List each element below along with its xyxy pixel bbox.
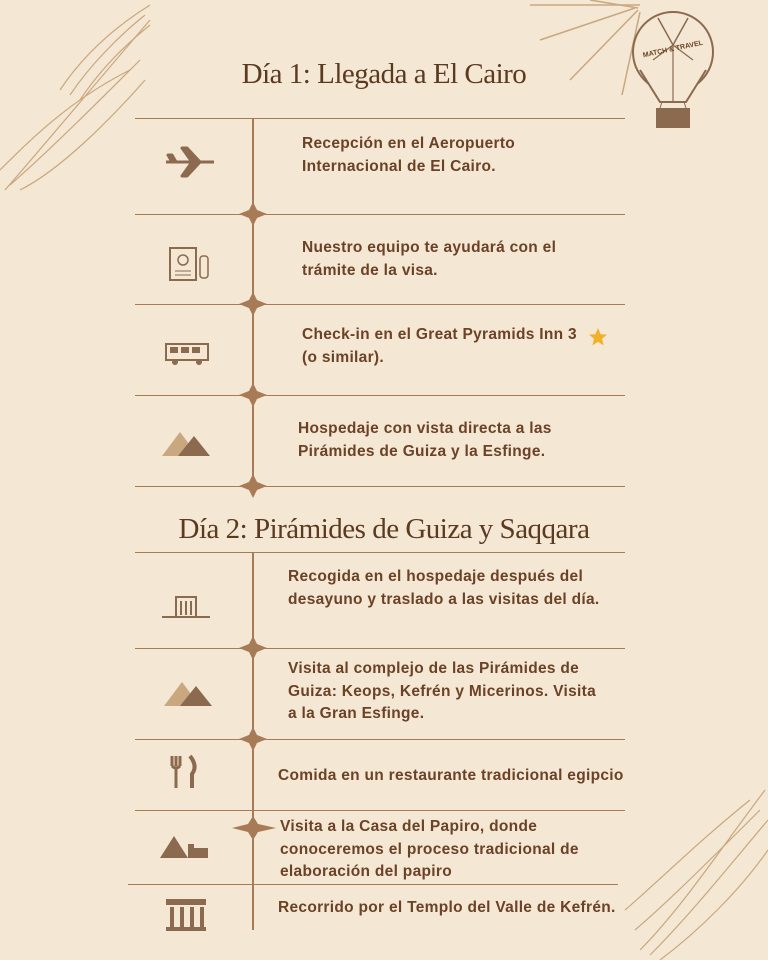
pyramids-icon xyxy=(158,422,214,462)
passport-visa-icon xyxy=(162,244,218,284)
divider xyxy=(135,486,625,487)
day2-title: Día 2: Pirámides de Guiza y Saqqara xyxy=(178,513,590,545)
divider xyxy=(135,552,625,553)
fork-knife-icon xyxy=(156,752,212,792)
divider xyxy=(135,810,625,811)
timeline-marker xyxy=(232,816,276,840)
building-icon xyxy=(158,585,214,625)
divider xyxy=(135,118,625,119)
divider xyxy=(135,648,625,649)
divider xyxy=(135,739,625,740)
divider xyxy=(135,214,625,215)
star-icon xyxy=(588,327,608,347)
day2-item-5-text: Recorrido por el Templo del Valle de Kefrén. xyxy=(278,899,616,916)
leaf-decoration-top-left xyxy=(0,0,160,200)
timeline xyxy=(252,552,254,930)
temple-icon xyxy=(158,895,214,935)
divider xyxy=(135,395,625,396)
day1-item-4-text: Hospedaje con vista directa a las Pirámides de Guiza y la Esfinge. xyxy=(298,420,552,460)
divider xyxy=(128,884,618,885)
logo-text: MATCH & TRAVEL xyxy=(642,39,704,60)
pyramids-icon xyxy=(160,672,216,712)
day2-item-4-text: Visita a la Casa del Papiro, donde conoceremos el proceso tradicional de elaboración del papiro xyxy=(280,818,579,880)
day1-item-1-text: Recepción en el Aeropuerto Internacional de El Cairo. xyxy=(302,135,516,175)
day2-item-1-text: Recogida en el hospedaje después del desayuno y traslado a las visitas del día. xyxy=(288,568,600,608)
bus-icon xyxy=(160,332,216,372)
day1-item-3-text: Check-in en el Great Pyramids Inn 3 (o similar). xyxy=(302,326,577,366)
divider xyxy=(135,304,625,305)
pyramids-sphinx-icon xyxy=(156,826,212,866)
timeline xyxy=(252,118,254,488)
day1-title: Día 1: Llegada a El Cairo xyxy=(241,58,527,90)
day2-item-2-text: Visita al complejo de las Pirámides de Guiza: Keops, Kefrén y Micerinos. Visita a la Gran Esfinge. xyxy=(288,660,597,722)
day2-item-3-text: Comida en un restaurante tradicional egipcio xyxy=(278,767,624,784)
leaf-decoration-bottom-right xyxy=(620,770,768,960)
day1-item-2-text: Nuestro equipo te ayudará con el trámite de la visa. xyxy=(302,239,557,279)
airplane-icon xyxy=(162,142,218,182)
